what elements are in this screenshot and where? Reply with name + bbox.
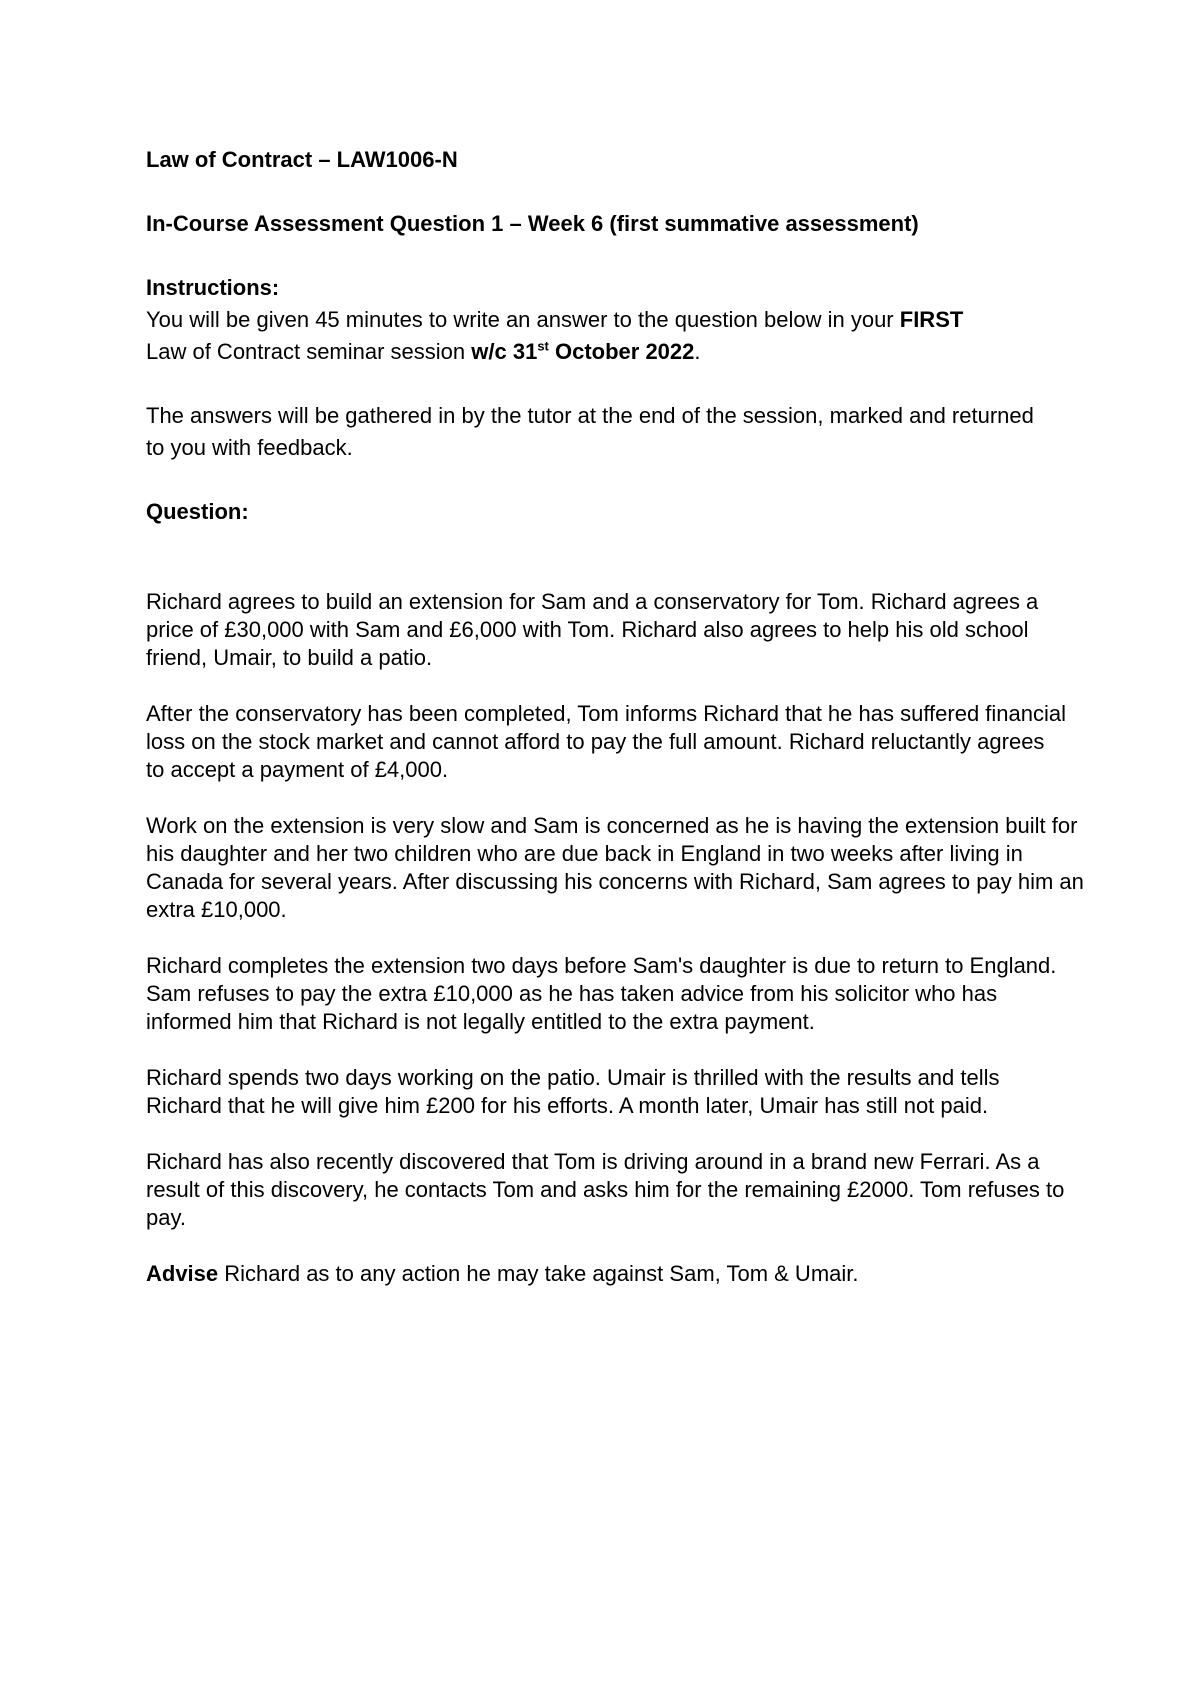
question-paragraph-6: Richard has also recently discovered that Tom is driving around in a brand new Ferrari. As a result of this discovery, he contacts Tom and asks him for the remaining £2000. Tom refuses to pay. <box>146 1149 1065 1230</box>
instructions-paragraph-1: You will be given 45 minutes to write an answer to the question below in your FIRST Law of Contract seminar session w/c 31st October 2022. <box>146 307 964 364</box>
question-paragraph-5: Richard spends two days working on the patio. Umair is thrilled with the results and tells Richard that he will give him £200 for his efforts. A month later, Umair has still not paid. <box>146 1065 1000 1118</box>
question-paragraph-2: After the conservatory has been completed, Tom informs Richard that he has suffered financial loss on the stock market and cannot afford to pay the full amount. Richard reluctantly agrees to accept a payment of £4,000. <box>146 701 1067 782</box>
document-subtitle: In-Course Assessment Question 1 – Week 6 (first summative assessment) <box>146 211 919 236</box>
question-heading: Question: <box>146 499 249 524</box>
document-page <box>146 144 1086 1288</box>
question-paragraph-3: Work on the extension is very slow and Sam is concerned as he is having the extension built for his daughter and her two children who are due back in England in two weeks after living in Canada for several years. After discussing his concerns with Richard, Sam agrees to pay him an extra £10,000. <box>146 813 1084 922</box>
instructions-paragraph-2: The answers will be gathered in by the tutor at the end of the session, marked and returned to you with feedback. <box>146 403 1034 460</box>
instructions-heading: Instructions: <box>146 275 280 300</box>
advise-paragraph: Advise Richard as to any action he may take against Sam, Tom & Umair. <box>146 1261 859 1286</box>
question-paragraph-4: Richard completes the extension two days before Sam's daughter is due to return to England. Sam refuses to pay the extra £10,000 as he has taken advice from his solicitor who has informed him that Richard is not legally entitled to the extra payment. <box>146 953 1057 1034</box>
document-title: Law of Contract – LAW1006-N <box>146 147 458 172</box>
question-paragraph-1: Richard agrees to build an extension for Sam and a conservatory for Tom. Richard agrees a price of £30,000 with Sam and £6,000 with Tom. Richard also agrees to help his old school friend, Umair, to build a patio. <box>146 589 1039 670</box>
